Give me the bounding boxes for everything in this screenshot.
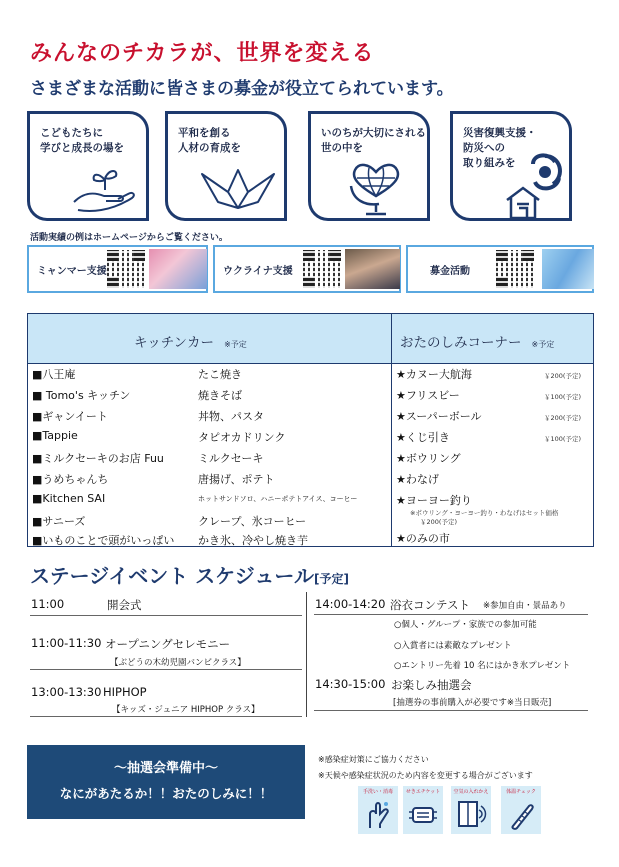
- list-item: ■Tappie: [32, 429, 78, 442]
- list-item: ★のみの市: [396, 532, 450, 545]
- card-caption: 災害復興支援・ 防災への 取り組みを: [463, 127, 537, 169]
- list-item: ホットサンドソロ、ハニーポテトアイス、コーヒー: [198, 495, 358, 503]
- lottery-line-2: なにがあたるか！！おたのしみに！！: [59, 786, 273, 801]
- notice-text: ※感染症対策にご協力ください: [318, 755, 429, 764]
- list-item: ★カヌー大航海: [396, 368, 472, 381]
- promo-label: ウクライナ支援: [223, 266, 293, 277]
- page-title: みんなのチカラが、世界を変える: [30, 41, 375, 66]
- card-life: [308, 111, 430, 221]
- schedule-performer: 【キッズ・ジュニア HIPHOP クラス】: [112, 705, 260, 715]
- card-caption: こどもたちに 学びと成長の場を: [40, 127, 124, 154]
- schedule-event: オープニングセレモニー: [105, 637, 231, 651]
- schedule-time: 11:00: [31, 597, 65, 611]
- list-item: 焼きそば: [198, 389, 242, 402]
- list-item: たこ焼き: [198, 368, 242, 381]
- qr-code[interactable]: [303, 250, 341, 288]
- promo-fundraising[interactable]: [406, 245, 594, 293]
- list-item: ■いものことで頭がいっぱい: [32, 534, 175, 547]
- thermometer-icon: [507, 800, 537, 830]
- heart-globe-icon: [341, 156, 411, 218]
- price-label: ￥200(予定): [544, 414, 581, 422]
- schedule-event: 浴衣コンテスト: [390, 598, 471, 612]
- window-icon: [457, 800, 487, 830]
- schedule-performer: 【ぶどうの木幼児園バンビクラス】: [110, 658, 246, 668]
- list-item: ★フリスビー: [396, 389, 460, 402]
- schedule-event: お楽しみ抽選会: [391, 678, 472, 692]
- card-disaster: [450, 111, 572, 221]
- activity-note: 活動実績の例はホームページからご覧ください。: [30, 233, 228, 243]
- list-item: ■Kitchen SAI: [32, 492, 106, 505]
- promo-label: ミャンマー支援: [37, 266, 107, 277]
- set-price-note: ※ボウリング・ヨーヨー釣り・わなげはセット価格: [410, 509, 559, 517]
- schedule-event: HIPHOP: [103, 685, 147, 699]
- page-subtitle: さまざまな活動に皆さまの募金が役立てられています。: [30, 79, 454, 99]
- schedule-note: [抽選券の事前購入が必要です※当日販売]: [393, 698, 552, 708]
- hygiene-card: 体温チェック: [501, 786, 541, 834]
- kitchen-header: キッチンカー ※予定: [134, 335, 247, 351]
- list-item: ■八王庵: [32, 368, 76, 381]
- price-label: ￥100(予定): [544, 435, 581, 443]
- list-item: ■うめちゃんち: [32, 473, 109, 486]
- card-peace: [165, 111, 287, 221]
- qr-code[interactable]: [496, 250, 534, 288]
- list-item: ★くじ引き: [396, 431, 450, 444]
- schedule-time: 13:00-13:30: [31, 685, 102, 699]
- schedule-note: ※参加自由・景品あり: [483, 601, 567, 611]
- lottery-announcement: [27, 745, 305, 819]
- set-price-value: ￥200(予定): [420, 518, 457, 526]
- mask-icon: [409, 802, 437, 828]
- list-item: タピオカドリンク: [198, 431, 286, 444]
- card-caption: いのちが大切にされる 世の中を: [321, 127, 426, 154]
- list-item: ★ボウリング: [396, 452, 461, 465]
- list-item: 丼物、パスタ: [198, 410, 264, 423]
- list-item: ミルクセーキ: [198, 452, 264, 465]
- lottery-line-1: 〜抽選会準備中〜: [113, 761, 218, 776]
- schedule-time: 14:30-15:00: [315, 677, 386, 691]
- list-item: ■サニーズ: [32, 515, 86, 528]
- photo-myanmar: [149, 249, 207, 289]
- list-item: ★ヨーヨー釣り: [396, 494, 472, 507]
- photo-ukraine: [345, 249, 400, 289]
- list-item: クレープ、氷コーヒー: [198, 515, 307, 528]
- typhoon-house-icon: [503, 148, 569, 220]
- card-caption: 平和を創る 人材の育成を: [178, 127, 241, 154]
- list-item: ■ミルクセーキのお店 Fuu: [32, 452, 164, 465]
- hand-wash-icon: [364, 800, 392, 830]
- schedule-divider: [306, 592, 307, 717]
- schedule-event: 開会式: [107, 598, 142, 612]
- promo-label: 募金活動: [430, 266, 470, 277]
- price-label: ￥100(予定): [544, 393, 581, 401]
- list-item: ★スーパーボール: [396, 410, 482, 423]
- contest-detail: ○個人・グループ・家族での参加可能: [394, 620, 537, 630]
- contest-detail: ○入賞者には素敵なプレゼント: [394, 641, 512, 651]
- hygiene-card: せきエチケット: [403, 786, 443, 834]
- list-item: ■ Tomo's キッチン: [32, 389, 131, 402]
- hygiene-card: 手洗い・消毒: [358, 786, 398, 834]
- fun-corner-header: おたのしみコーナー ※予定: [400, 335, 555, 351]
- hygiene-card: 空気の入れかえ: [451, 786, 491, 834]
- card-children: [27, 111, 149, 221]
- price-label: ￥200(予定): [544, 372, 581, 380]
- list-item: ■ギャンイート: [32, 410, 108, 423]
- paper-crane-icon: [198, 162, 278, 214]
- promo-myanmar[interactable]: [27, 245, 208, 293]
- promo-ukraine[interactable]: [213, 245, 401, 293]
- schedule-time: 14:00-14:20: [315, 597, 386, 611]
- photo-fundraising: [542, 249, 594, 289]
- list-item: かき氷、冷やし焼き芋: [198, 534, 308, 547]
- food-and-games-table: [27, 313, 594, 547]
- stage-schedule-title: ステージイベント スケジュール[予定]: [30, 564, 349, 588]
- list-item: ★わなげ: [396, 473, 439, 486]
- notice-text: ※天候や感染症状況のため内容を変更する場合がございます: [318, 771, 533, 780]
- schedule-time: 11:00-11:30: [31, 636, 102, 650]
- list-item: 唐揚げ、ポテト: [198, 473, 275, 486]
- contest-detail: ○エントリー先着 10 名にはかき氷プレゼント: [394, 661, 571, 671]
- hand-sprout-icon: [70, 162, 140, 214]
- qr-code[interactable]: [107, 250, 145, 288]
